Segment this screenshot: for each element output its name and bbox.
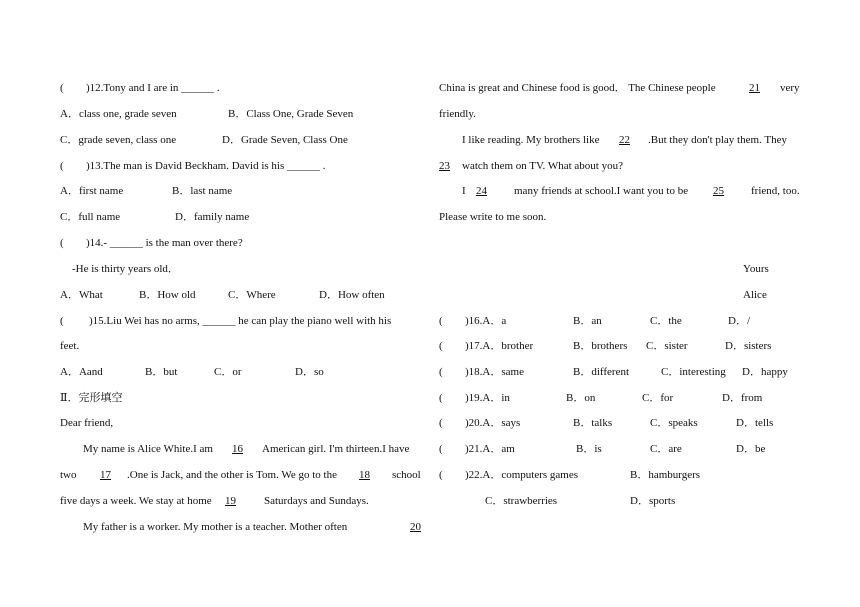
q15-text: )15.Liu Wei has no arms, ______ he can play the piano well with his: [89, 315, 392, 327]
letter-closing: Yours: [743, 263, 769, 275]
q14-reply: -He is thirty years old．: [72, 263, 179, 275]
q15-option-b: B．but: [145, 366, 178, 378]
blank-16: 16: [232, 443, 243, 455]
q12-option-d: D．Grade Seven, Class One: [222, 134, 348, 146]
blank-17: 17: [100, 469, 111, 481]
q13-option-c: C．full name: [60, 211, 121, 223]
q14-option-a: A．What: [60, 289, 103, 301]
q14-option-d: D．How often: [319, 289, 385, 301]
blank-21: 21: [749, 82, 760, 94]
q14-option-c: C．Where: [228, 289, 276, 301]
q15-paren: (: [60, 315, 64, 327]
blank-22: 22: [619, 134, 630, 146]
blank-24: 24: [476, 185, 487, 197]
q15-option-a: A．Aand: [60, 366, 103, 378]
q15-option-c: C．or: [214, 366, 242, 378]
q13-option-d: D．family name: [175, 211, 250, 223]
q12-option-c: C．grade seven, class one: [60, 134, 177, 146]
letter-signature: Alice: [743, 289, 767, 301]
blank-18: 18: [359, 469, 370, 481]
q14-option-b: B．How old: [139, 289, 196, 301]
q14-text: )14.- ______ is the man over there?: [86, 237, 243, 249]
blank-23: 23: [439, 160, 450, 172]
q22-option-d: D．sports: [630, 495, 676, 507]
blank-19: 19: [225, 495, 236, 507]
q13-option-a: A．first name: [60, 185, 124, 197]
q12-option-a: A．class one, grade seven: [60, 108, 177, 120]
q15-continued: feet.: [60, 340, 80, 352]
blank-25: 25: [713, 185, 724, 197]
right-line-2: friendly.: [439, 108, 476, 120]
q22-option-c: C．strawberries: [485, 495, 558, 507]
blank-20: 20: [410, 521, 421, 533]
q12-text: )12.Tony and I are in ______ .: [86, 82, 220, 94]
q14-paren: (: [60, 237, 64, 249]
q15-option-d: D．so: [295, 366, 324, 378]
right-line-6: Please write to me soon.: [439, 211, 547, 223]
q12-paren: (: [60, 82, 64, 94]
q12-option-b: B．Class One, Grade Seven: [228, 108, 354, 120]
q13-option-b: B．last name: [172, 185, 233, 197]
letter-greeting: Dear friend,: [60, 417, 114, 429]
q13-paren: (: [60, 160, 64, 172]
q13-text: )13.The man is David Beckham. David is his ______ .: [86, 160, 326, 172]
section-heading: Ⅱ．完形填空: [60, 392, 123, 404]
